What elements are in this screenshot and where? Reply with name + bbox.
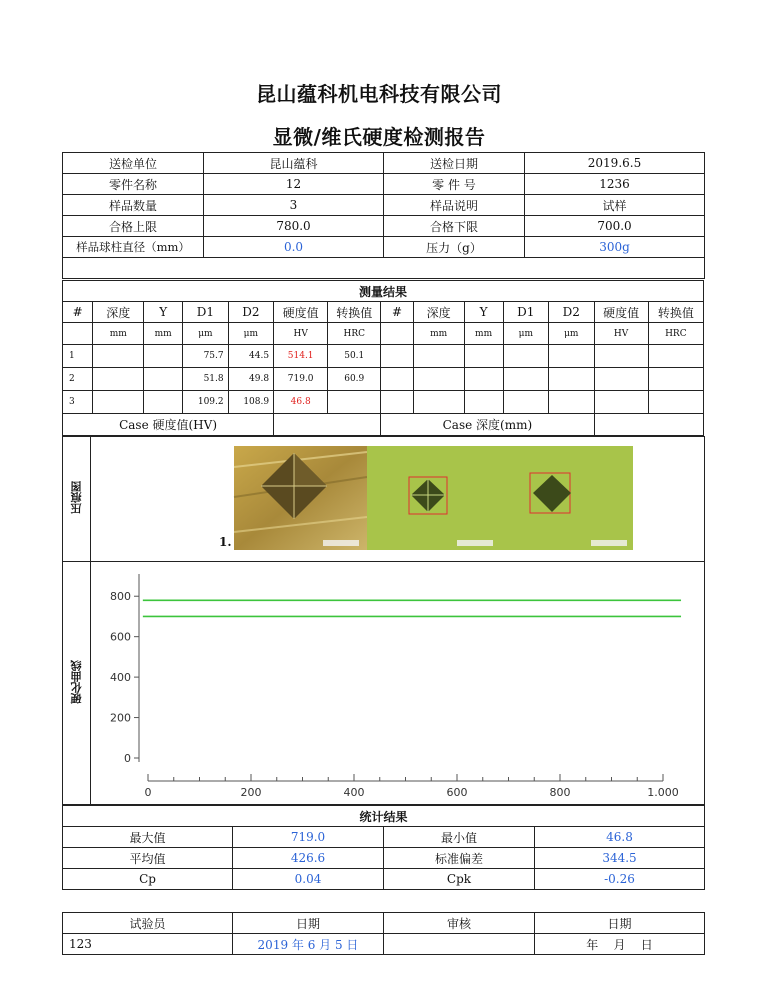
- part-name-value: 12: [204, 174, 384, 195]
- x-tick-label: 400: [343, 786, 365, 799]
- tester-label: 试验员: [63, 913, 233, 934]
- measurement-table: [62, 280, 704, 436]
- empty-cell: [503, 368, 548, 391]
- part-name-label: 零件名称: [63, 174, 204, 195]
- info-table: [62, 152, 705, 279]
- stats-table: [62, 805, 705, 890]
- unit-cell: [381, 323, 413, 345]
- empty-cell: [464, 368, 503, 391]
- empty-cell: [594, 345, 648, 368]
- y-cell: [144, 368, 183, 391]
- table-row: [63, 345, 704, 368]
- empty-cell: [549, 345, 594, 368]
- date2-value: 年 月 日: [535, 934, 705, 955]
- measurement-unit-row: [63, 323, 704, 345]
- hrc-cell: 60.9: [328, 368, 381, 391]
- d1-cell: 51.8: [183, 368, 228, 391]
- col-header: 硬度值: [594, 302, 648, 323]
- qty-label: 样品数量: [63, 195, 204, 216]
- review-label: 审核: [384, 913, 535, 934]
- y-tick-label: 600: [110, 630, 131, 644]
- indentation-photo-2: [367, 446, 500, 550]
- measurement-header-row: [63, 302, 704, 323]
- depth-cell: [93, 391, 144, 414]
- unit-cell: mm: [93, 323, 144, 345]
- empty-cell: [648, 345, 703, 368]
- row-index: 2: [63, 368, 93, 391]
- empty-cell: [648, 368, 703, 391]
- curve-label: 硬化曲线: [69, 659, 83, 704]
- std-label: 标准偏差: [384, 848, 535, 869]
- col-header: 深度: [93, 302, 144, 323]
- empty-cell: [549, 391, 594, 414]
- empty-cell: [381, 391, 413, 414]
- cpk-value: -0.26: [535, 869, 705, 890]
- y-tick-label: 0: [124, 752, 131, 765]
- col-header: 深度: [413, 302, 464, 323]
- unit-value: 昆山蕴科: [204, 153, 384, 174]
- upper-limit-value: 780.0: [204, 216, 384, 237]
- std-value: 344.5: [535, 848, 705, 869]
- indentation-cell: [91, 437, 705, 562]
- row-index: 3: [63, 391, 93, 414]
- y-tick-label: 400: [110, 671, 131, 685]
- indentation-label-cell: [63, 437, 91, 562]
- empty-cell: [549, 368, 594, 391]
- case-hardness-value: [274, 414, 381, 436]
- cp-value: 0.04: [233, 869, 384, 890]
- indentation-images: [91, 437, 705, 562]
- lower-limit-label: 合格下限: [384, 216, 525, 237]
- col-header: D2: [228, 302, 273, 323]
- hrc-cell: 50.1: [328, 345, 381, 368]
- col-header: #: [381, 302, 413, 323]
- report-title: 显微/维氏硬度检测报告: [272, 125, 486, 149]
- d2-cell: 108.9: [228, 391, 273, 414]
- empty-cell: [413, 345, 464, 368]
- unit-cell: mm: [413, 323, 464, 345]
- max-label: 最大值: [63, 827, 233, 848]
- tester-value: 123: [63, 934, 233, 955]
- col-header: D1: [183, 302, 228, 323]
- unit-cell: HRC: [648, 323, 703, 345]
- empty-cell: [594, 391, 648, 414]
- hv-cell: 514.1: [274, 345, 328, 368]
- empty-cell: [413, 391, 464, 414]
- avg-label: 平均值: [63, 848, 233, 869]
- case-row: [63, 414, 704, 436]
- curve-label-cell: [63, 562, 91, 805]
- y-cell: [144, 391, 183, 414]
- depth-cell: [93, 368, 144, 391]
- indentation-photo-3: [500, 446, 633, 550]
- hardening-curve-chart: [91, 562, 705, 805]
- min-value: 46.8: [535, 827, 705, 848]
- x-tick-label: 800: [549, 786, 571, 799]
- col-header: D2: [549, 302, 594, 323]
- indentation-label: 压痕图: [69, 481, 83, 514]
- unit-cell: mm: [464, 323, 503, 345]
- d2-cell: 44.5: [228, 345, 273, 368]
- unit-cell: μm: [183, 323, 228, 345]
- table-row: [63, 391, 704, 414]
- cpk-label: Cpk: [384, 869, 535, 890]
- hrc-cell: [328, 391, 381, 414]
- figure-table: [62, 436, 705, 805]
- col-header: Y: [464, 302, 503, 323]
- part-no-value: 1236: [525, 174, 705, 195]
- date-label: 送检日期: [384, 153, 525, 174]
- empty-cell: [413, 368, 464, 391]
- stats-section-title: 统计结果: [63, 806, 705, 827]
- col-header: Y: [144, 302, 183, 323]
- unit-cell: [63, 323, 93, 345]
- hv-cell: 719.0: [274, 368, 328, 391]
- date2-label: 日期: [535, 913, 705, 934]
- avg-value: 426.6: [233, 848, 384, 869]
- col-header: #: [63, 302, 93, 323]
- desc-value: 试样: [525, 195, 705, 216]
- table-row: [63, 368, 704, 391]
- unit-cell: HV: [594, 323, 648, 345]
- x-tick-label: 200: [240, 786, 262, 799]
- case-depth-label: Case 深度(mm): [381, 414, 594, 436]
- unit-cell: HV: [274, 323, 328, 345]
- unit-cell: HRC: [328, 323, 381, 345]
- diameter-label: 样品球柱直径（mm）: [63, 237, 204, 258]
- qty-value: 3: [204, 195, 384, 216]
- empty-cell: [464, 345, 503, 368]
- signoff-table: [62, 912, 705, 955]
- x-tick-label: 1.000: [647, 786, 679, 799]
- row-index: 1: [63, 345, 93, 368]
- date1-value: 2019 年 6 月 5 日: [233, 934, 384, 955]
- force-value: 300g: [525, 237, 705, 258]
- empty-cell: [381, 345, 413, 368]
- col-header: 转换值: [328, 302, 381, 323]
- date-value: 2019.6.5: [525, 153, 705, 174]
- lower-limit-value: 700.0: [525, 216, 705, 237]
- max-value: 719.0: [233, 827, 384, 848]
- hv-cell: 46.8: [274, 391, 328, 414]
- d1-cell: 109.2: [183, 391, 228, 414]
- date1-label: 日期: [233, 913, 384, 934]
- empty-cell: [648, 391, 703, 414]
- case-hardness-label: Case 硬度值(HV): [63, 414, 274, 436]
- desc-label: 样品说明: [384, 195, 525, 216]
- unit-cell: μm: [503, 323, 548, 345]
- indentation-index: 1.: [219, 535, 232, 549]
- x-tick-label: 0: [144, 786, 152, 799]
- empty-cell: [464, 391, 503, 414]
- col-header: D1: [503, 302, 548, 323]
- col-header: 转换值: [648, 302, 703, 323]
- y-tick-label: 200: [110, 711, 131, 725]
- min-label: 最小值: [384, 827, 535, 848]
- empty-cell: [594, 368, 648, 391]
- review-value: [384, 934, 535, 955]
- col-header: 硬度值: [274, 302, 328, 323]
- unit-cell: μm: [549, 323, 594, 345]
- unit-cell: mm: [144, 323, 183, 345]
- d2-cell: 49.8: [228, 368, 273, 391]
- unit-cell: μm: [228, 323, 273, 345]
- depth-cell: [93, 345, 144, 368]
- diameter-value: 0.0: [204, 237, 384, 258]
- blank-row: [63, 258, 705, 279]
- part-no-label: 零 件 号: [384, 174, 525, 195]
- cp-label: Cp: [63, 869, 233, 890]
- curve-cell: [91, 562, 705, 805]
- company-name: 昆山蕴科机电科技有限公司: [256, 82, 502, 106]
- force-label: 压力（g）: [384, 237, 525, 258]
- measurement-section-title: 测量结果: [63, 281, 704, 302]
- case-depth-value: [594, 414, 703, 436]
- y-tick-label: 800: [110, 590, 131, 604]
- empty-cell: [503, 391, 548, 414]
- empty-cell: [503, 345, 548, 368]
- y-cell: [144, 345, 183, 368]
- unit-label: 送检单位: [63, 153, 204, 174]
- d1-cell: 75.7: [183, 345, 228, 368]
- indentation-photo-1: [234, 446, 367, 550]
- upper-limit-label: 合格上限: [63, 216, 204, 237]
- empty-cell: [381, 368, 413, 391]
- x-tick-label: 600: [446, 786, 468, 799]
